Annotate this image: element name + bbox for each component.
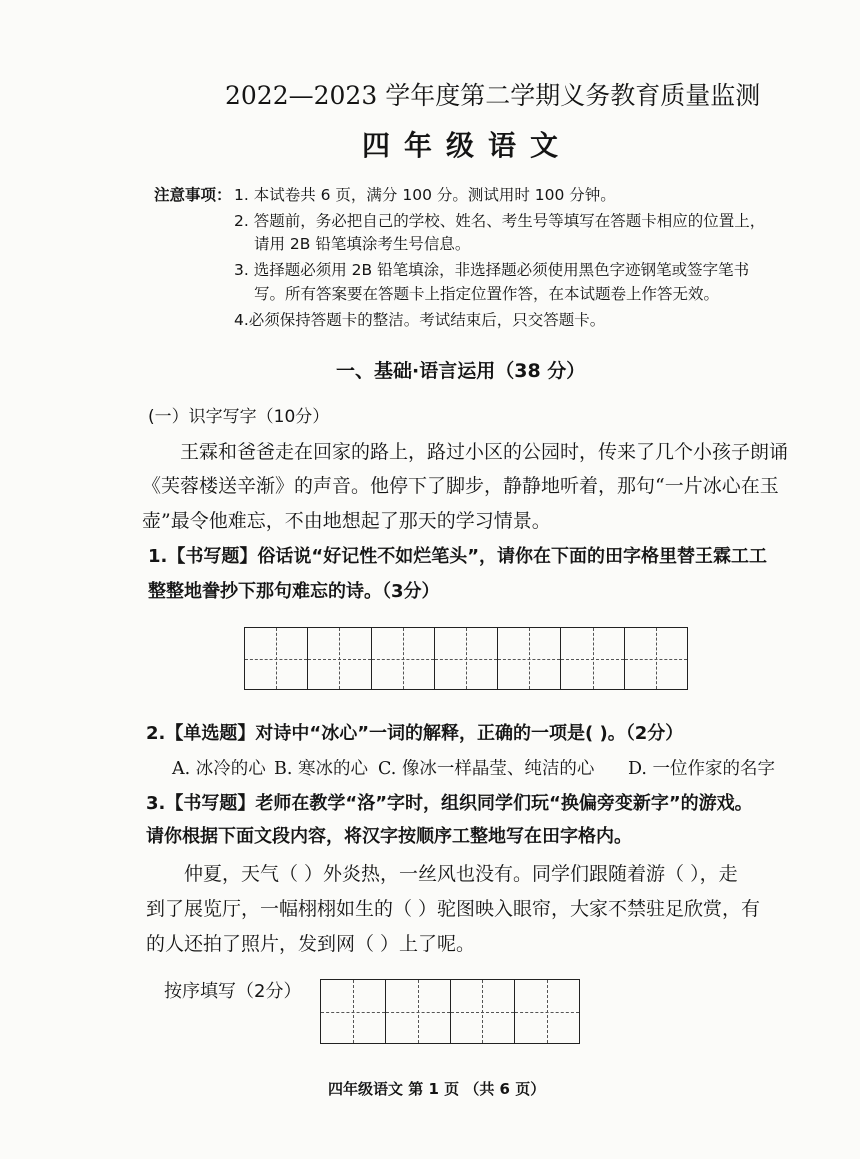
- question-3-writing-grid[interactable]: [320, 979, 580, 1044]
- notes-label: 注意事项：: [154, 186, 232, 204]
- grid-cell[interactable]: [561, 628, 624, 689]
- grid-cell[interactable]: [308, 628, 371, 689]
- grid-cell[interactable]: [245, 628, 308, 689]
- question-2-option-a[interactable]: A. 冰冷的心: [172, 759, 266, 779]
- passage-line-1: 仲夏，天气（ ）外炎热，一丝风也没有。同学们跟随着游（ ），走: [184, 863, 738, 885]
- grid-cell[interactable]: [625, 628, 687, 689]
- question-3-line-2: 请你根据下面文段内容，将汉字按顺序工整地写在田字格内。: [146, 826, 632, 847]
- grid-cell[interactable]: [498, 628, 561, 689]
- grid-cell[interactable]: [321, 980, 386, 1043]
- page-footer: 四年级语文 第 1 页 （共 6 页）: [328, 1080, 546, 1098]
- notes-item-3: 3. 选择题必须用 2B 铅笔填涂，非选择题必须使用黑色字迹钢笔或签字笔书: [234, 261, 750, 279]
- question-2-option-d[interactable]: D. 一位作家的名字: [628, 759, 776, 779]
- section-title: 一、基础·语言运用（38 分）: [336, 360, 586, 382]
- exam-title: 2022—2023 学年度第二学期义务教育质量监测: [225, 81, 761, 110]
- passage-line-2: 到了展览厅，一幅栩栩如生的（ ）驼图映入眼帘，大家不禁驻足欣赏，有: [146, 898, 761, 920]
- question-1-writing-grid[interactable]: [244, 627, 688, 690]
- question-2-option-c[interactable]: C. 像冰一样晶莹、纯洁的心: [378, 759, 595, 779]
- grid-cell[interactable]: [372, 628, 435, 689]
- subject-title: 四年级语文: [362, 129, 573, 162]
- grid-cell[interactable]: [386, 980, 451, 1043]
- notes-item-2: 2. 答题前，务必把自己的学校、姓名、考生号等填写在答题卡相应的位置上，: [234, 212, 766, 230]
- grid-cell[interactable]: [435, 628, 498, 689]
- notes-item-1: 1. 本试卷共 6 页，满分 100 分。测试用时 100 分钟。: [234, 186, 616, 204]
- question-3-line-1: 3.【书写题】老师在教学“洛”字时，组织同学们玩“换偏旁变新字”的游戏。: [146, 793, 753, 814]
- question-2-stem: 2.【单选题】对诗中“冰心”一词的解释，正确的一项是( )。（2分）: [146, 723, 684, 744]
- grid-cell[interactable]: [515, 980, 579, 1043]
- grid-cell[interactable]: [451, 980, 516, 1043]
- fill-label: 按序填写（2分）: [164, 981, 302, 1002]
- passage-line-3: 的人还拍了照片，发到网（ ）上了呢。: [146, 933, 476, 955]
- question-2-option-b[interactable]: B. 寒冰的心: [274, 759, 368, 779]
- intro-line-2: 《芙蓉楼送辛渐》的声音。他停下了脚步，静静地听着，那句“一片冰心在玉: [142, 475, 779, 497]
- intro-line-3: 壶”最令他难忘，不由地想起了那天的学习情景。: [142, 510, 551, 532]
- notes-item-4: 4.必须保持答题卡的整洁。考试结束后，只交答题卡。: [234, 311, 606, 329]
- part-title: (一）识字写字（10分）: [148, 407, 330, 427]
- notes-item-2-cont: 请用 2B 铅笔填涂考生号信息。: [254, 235, 471, 253]
- notes-item-3-cont: 写。所有答案要在答题卡上指定位置作答，在本试题卷上作答无效。: [254, 285, 720, 303]
- question-1-line-1: 1.【书写题】俗话说“好记性不如烂笔头”，请你在下面的田字格里替王霖工工: [148, 546, 768, 567]
- question-1-line-2: 整整地誊抄下那句难忘的诗。（3分）: [148, 581, 440, 602]
- intro-line-1: 王霖和爸爸走在回家的路上，路过小区的公园时，传来了几个小孩子朗诵: [180, 441, 789, 463]
